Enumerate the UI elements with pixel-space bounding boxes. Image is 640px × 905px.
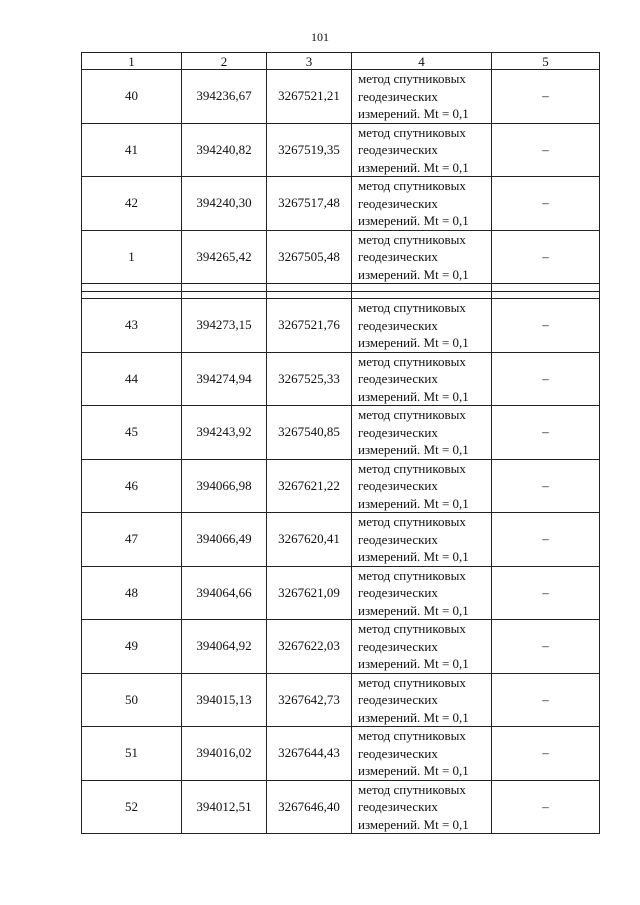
- method-text-line: измерений. Mt = 0,1: [358, 213, 469, 228]
- y-coordinate-cell: 3267621,09: [267, 566, 352, 620]
- method-text-line: метод спутниковых: [358, 353, 466, 369]
- table-row: [82, 177, 600, 231]
- point-number-cell: 46: [82, 459, 182, 513]
- x-coordinate-cell: 394240,82: [182, 123, 267, 177]
- method-text-line: измерений. Mt = 0,1: [358, 159, 469, 175]
- y-coordinate-cell: 3267642,73: [267, 673, 352, 727]
- x-coordinate-cell: 394064,66: [182, 566, 267, 620]
- method-cell: [352, 177, 492, 231]
- method-text-line: геодезических: [358, 585, 438, 600]
- column-header: 1: [82, 53, 182, 70]
- note-cell: –: [492, 673, 600, 727]
- method-text-line: метод спутниковых: [358, 621, 466, 636]
- method-text-line: геодезических: [358, 531, 438, 547]
- method-text-line: измерений. Mt = 0,1: [358, 656, 469, 671]
- note-cell: –: [492, 177, 600, 231]
- method-text-line: измерений. Mt = 0,1: [358, 106, 469, 121]
- x-coordinate-cell: 394240,30: [182, 177, 267, 231]
- y-coordinate-cell: 3267525,33: [267, 352, 352, 406]
- method-text-line: метод спутниковых: [358, 178, 466, 193]
- table-row: [82, 70, 600, 124]
- point-number-cell: 43: [82, 299, 182, 353]
- x-coordinate-cell: 394066,49: [182, 513, 267, 567]
- method-cell: [352, 566, 492, 620]
- method-text-line: геодезических: [358, 692, 438, 707]
- empty-row: [82, 292, 600, 299]
- method-text-line: метод спутниковых: [358, 300, 466, 315]
- y-coordinate-cell: 3267521,76: [267, 299, 352, 353]
- method-text-line: метод спутниковых: [358, 71, 466, 86]
- method-cell: [352, 727, 492, 781]
- y-coordinate-cell: 3267517,48: [267, 177, 352, 231]
- method-text-line: геодезических: [358, 424, 438, 440]
- point-number-cell: 52: [82, 780, 182, 834]
- note-cell: –: [492, 620, 600, 674]
- method-text-line: измерений. Mt = 0,1: [358, 602, 469, 618]
- y-coordinate-cell: 3267540,85: [267, 406, 352, 460]
- coordinates-table: [81, 52, 600, 834]
- method-text-line: измерений. Mt = 0,1: [358, 709, 469, 725]
- point-number-cell: 42: [82, 177, 182, 231]
- note-cell: –: [492, 513, 600, 567]
- point-number-cell: 51: [82, 727, 182, 781]
- method-text-line: метод спутниковых: [358, 124, 466, 140]
- table-row: [82, 620, 600, 674]
- page-number: 101: [311, 30, 329, 44]
- method-text-line: геодезических: [358, 478, 438, 493]
- method-text-line: метод спутниковых: [358, 460, 466, 476]
- table-row: [82, 230, 600, 284]
- y-coordinate-cell: 3267644,43: [267, 727, 352, 781]
- note-cell: –: [492, 352, 600, 406]
- table-row: [82, 352, 600, 406]
- method-text-line: измерений. Mt = 0,1: [358, 388, 469, 404]
- method-cell: [352, 780, 492, 834]
- table-row: [82, 727, 600, 781]
- x-coordinate-cell: 394274,94: [182, 352, 267, 406]
- y-coordinate-cell: 3267622,03: [267, 620, 352, 674]
- method-text-line: метод спутниковых: [358, 728, 466, 743]
- method-text-line: измерений. Mt = 0,1: [358, 495, 469, 511]
- table-row: [82, 673, 600, 727]
- method-text-line: геодезических: [358, 638, 438, 654]
- y-coordinate-cell: 3267620,41: [267, 513, 352, 567]
- method-cell: [352, 352, 492, 406]
- point-number-cell: 48: [82, 566, 182, 620]
- table-body-section-a: [82, 70, 600, 284]
- x-coordinate-cell: 394265,42: [182, 230, 267, 284]
- y-coordinate-cell: 3267519,35: [267, 123, 352, 177]
- table-row: [82, 780, 600, 834]
- point-number-cell: 44: [82, 352, 182, 406]
- note-cell: –: [492, 459, 600, 513]
- x-coordinate-cell: 394015,13: [182, 673, 267, 727]
- x-coordinate-cell: 394016,02: [182, 727, 267, 781]
- y-coordinate-cell: 3267521,21: [267, 70, 352, 124]
- point-number-cell: 40: [82, 70, 182, 124]
- method-cell: [352, 513, 492, 567]
- x-coordinate-cell: 394066,98: [182, 459, 267, 513]
- method-cell: [352, 299, 492, 353]
- point-number-cell: 50: [82, 673, 182, 727]
- method-cell: [352, 620, 492, 674]
- empty-row: [82, 284, 600, 292]
- method-cell: [352, 123, 492, 177]
- point-number-cell: 47: [82, 513, 182, 567]
- y-coordinate-cell: 3267621,22: [267, 459, 352, 513]
- note-cell: –: [492, 406, 600, 460]
- method-text-line: метод спутниковых: [358, 567, 466, 583]
- method-cell: [352, 673, 492, 727]
- method-text-line: геодезических: [358, 142, 438, 157]
- y-coordinate-cell: 3267646,40: [267, 780, 352, 834]
- x-coordinate-cell: 394243,92: [182, 406, 267, 460]
- note-cell: –: [492, 780, 600, 834]
- note-cell: –: [492, 230, 600, 284]
- note-cell: –: [492, 299, 600, 353]
- table-separator: [82, 284, 600, 299]
- x-coordinate-cell: 394273,15: [182, 299, 267, 353]
- method-text-line: геодезических: [358, 317, 438, 333]
- method-text-line: метод спутниковых: [358, 674, 466, 690]
- method-text-line: геодезических: [358, 799, 438, 814]
- point-number-cell: 49: [82, 620, 182, 674]
- method-text-line: метод спутниковых: [358, 514, 466, 529]
- point-number-cell: 45: [82, 406, 182, 460]
- column-header: 3: [267, 53, 352, 70]
- y-coordinate-cell: 3267505,48: [267, 230, 352, 284]
- method-text-line: метод спутниковых: [358, 781, 466, 797]
- note-cell: –: [492, 727, 600, 781]
- column-header: 4: [352, 53, 492, 70]
- method-cell: [352, 70, 492, 124]
- x-coordinate-cell: 394012,51: [182, 780, 267, 834]
- table-row: [82, 123, 600, 177]
- table-row: [82, 459, 600, 513]
- method-text-line: метод спутниковых: [358, 231, 466, 247]
- table-header-row: [82, 53, 600, 70]
- column-header: 2: [182, 53, 267, 70]
- method-text-line: измерений. Mt = 0,1: [358, 335, 469, 350]
- method-text-line: измерений. Mt = 0,1: [358, 816, 469, 832]
- method-text-line: геодезических: [358, 195, 438, 211]
- method-text-line: геодезических: [358, 88, 438, 104]
- column-header: 5: [492, 53, 600, 70]
- note-cell: –: [492, 566, 600, 620]
- point-number-cell: 41: [82, 123, 182, 177]
- method-text-line: измерений. Mt = 0,1: [358, 442, 469, 457]
- table-row: [82, 566, 600, 620]
- method-cell: [352, 406, 492, 460]
- point-number-cell: 1: [82, 230, 182, 284]
- method-text-line: измерений. Mt = 0,1: [358, 763, 469, 778]
- method-text-line: геодезических: [358, 745, 438, 761]
- method-text-line: геодезических: [358, 371, 438, 386]
- table-body-section-b: [82, 299, 600, 834]
- method-text-line: измерений. Mt = 0,1: [358, 266, 469, 282]
- x-coordinate-cell: 394236,67: [182, 70, 267, 124]
- method-cell: [352, 459, 492, 513]
- method-text-line: метод спутниковых: [358, 407, 466, 422]
- table-row: [82, 299, 600, 353]
- method-text-line: измерений. Mt = 0,1: [358, 549, 469, 564]
- note-cell: –: [492, 70, 600, 124]
- table-row: [82, 513, 600, 567]
- method-text-line: геодезических: [358, 249, 438, 264]
- table-row: [82, 406, 600, 460]
- x-coordinate-cell: 394064,92: [182, 620, 267, 674]
- note-cell: –: [492, 123, 600, 177]
- method-cell: [352, 230, 492, 284]
